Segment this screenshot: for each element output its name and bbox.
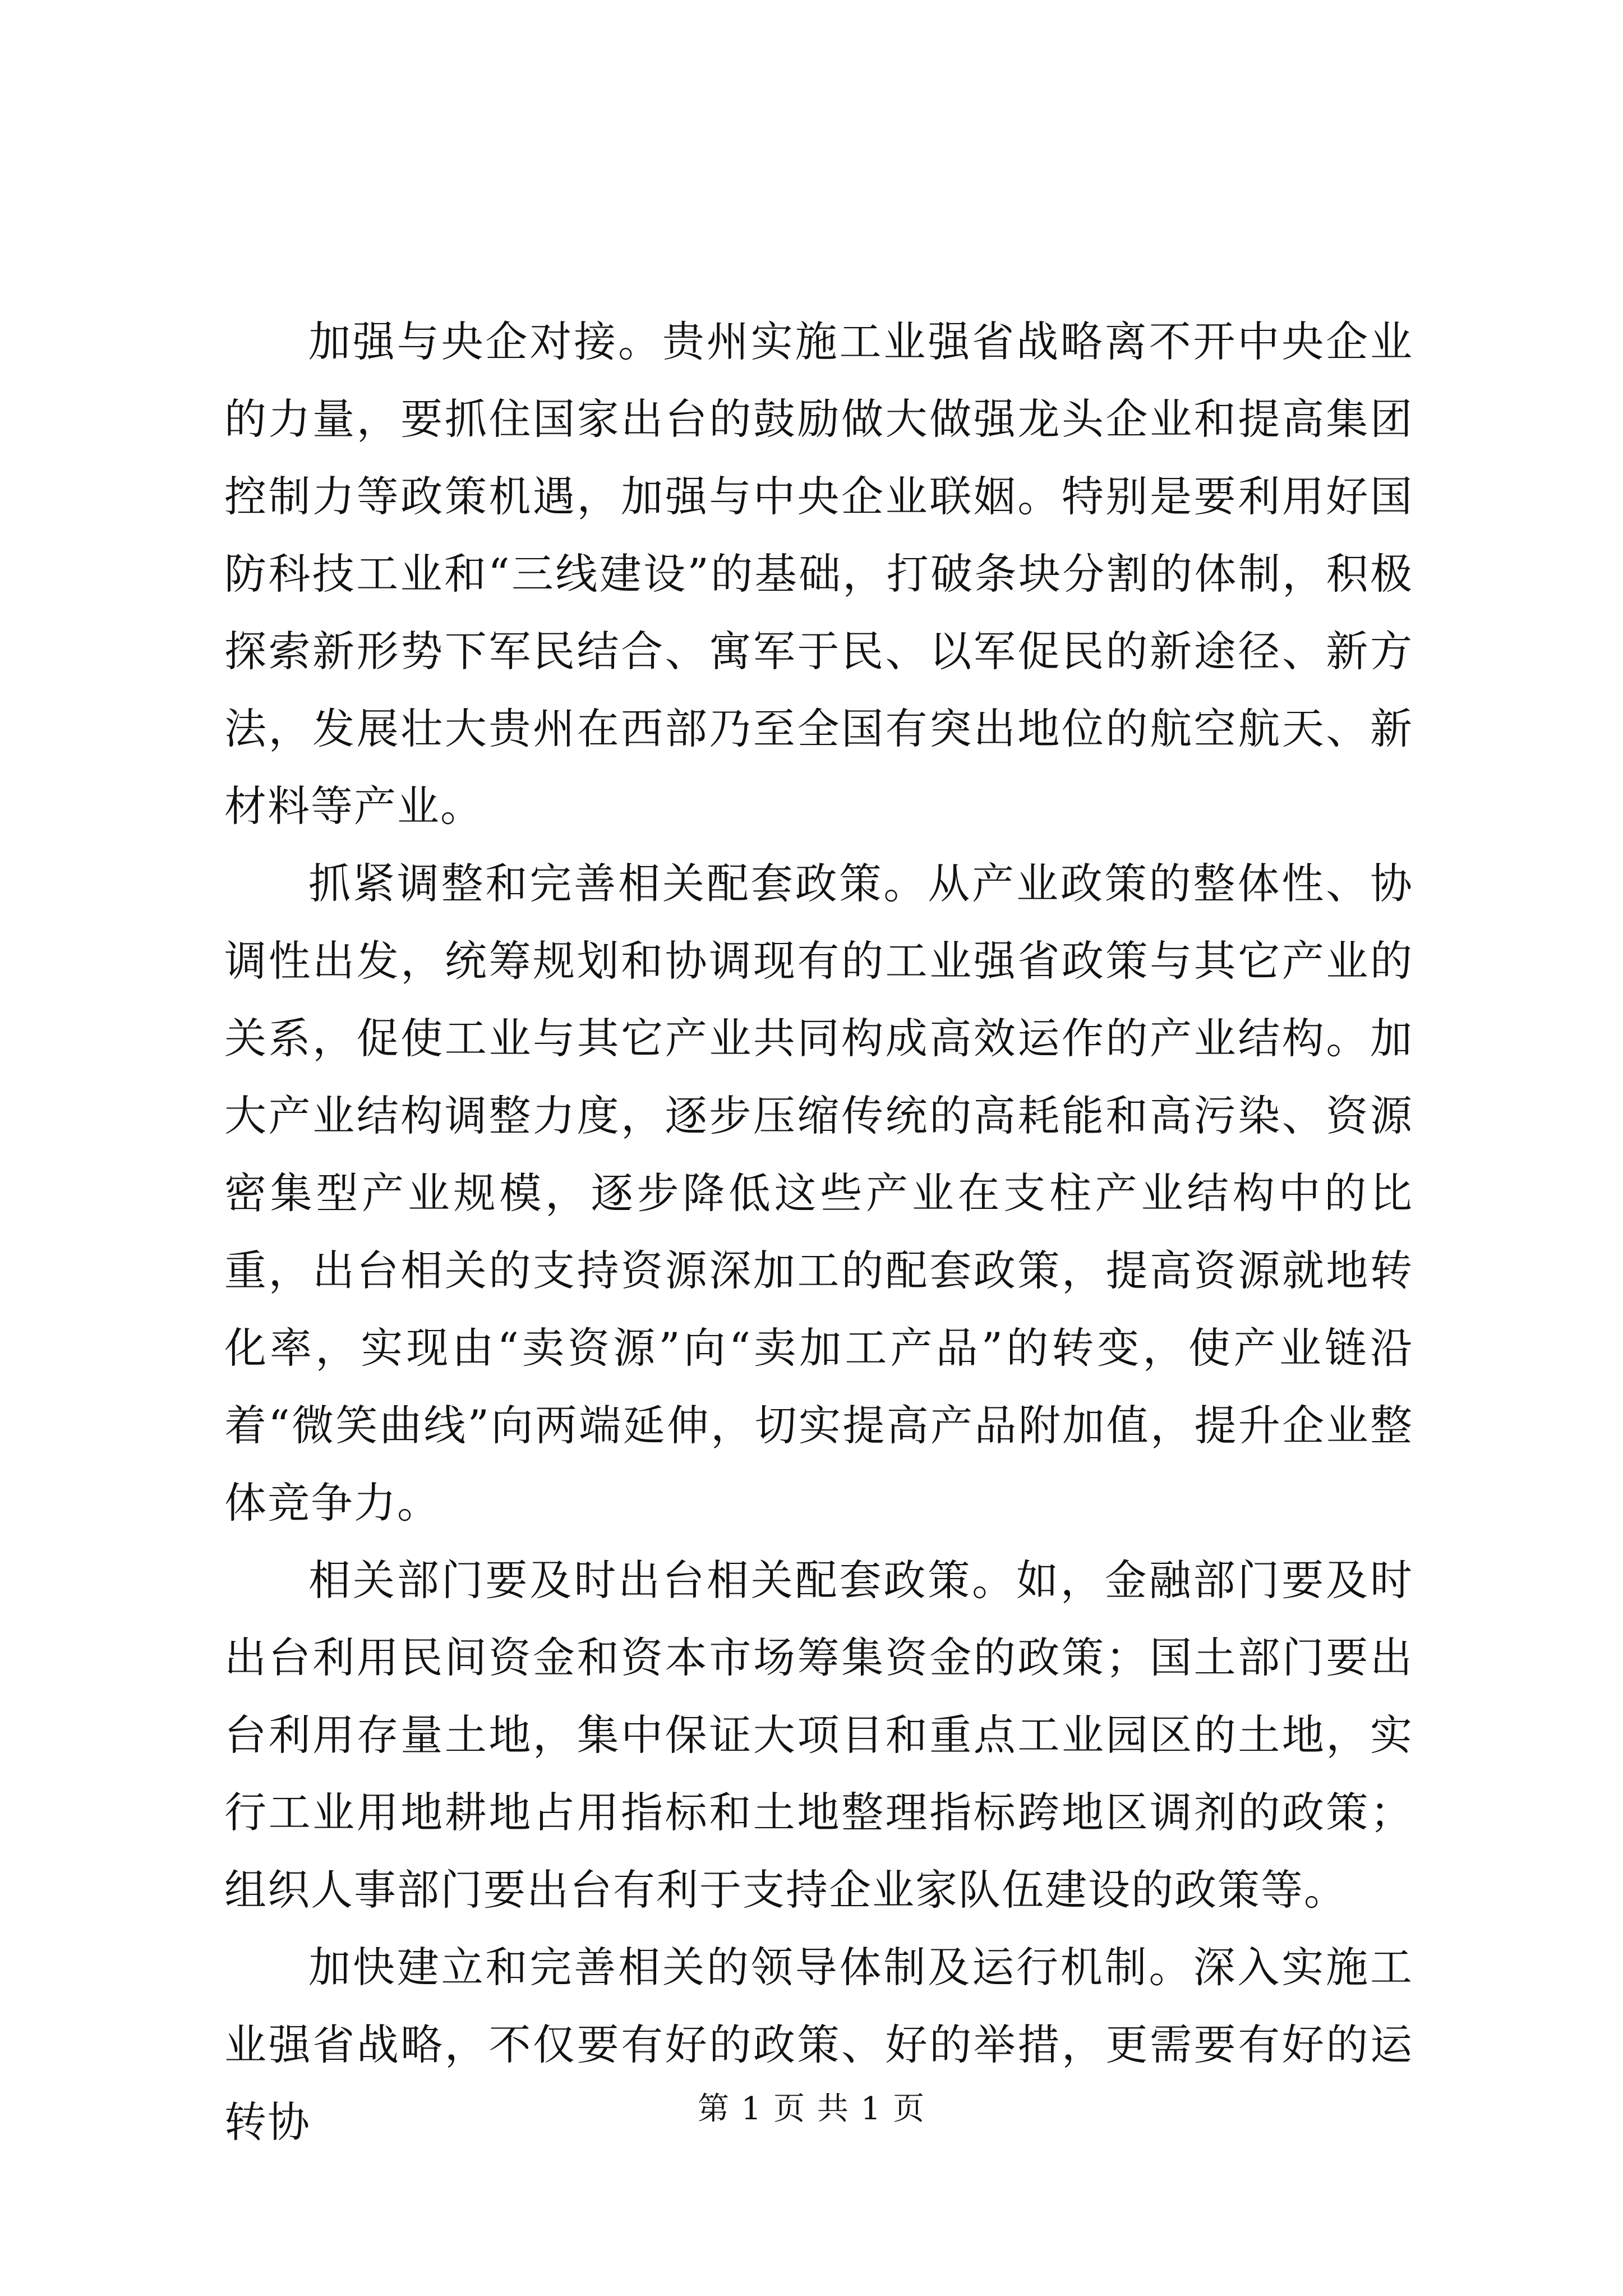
paragraph-department-policies: 相关部门要及时出台相关配套政策。如，金融部门要及时出台利用民间资金和资本市场筹集资金的政策；国土部门要出台利用存量土地，集中保证大项目和重点工业园区的土地，实行工业用地耕地占用指标和土地整理指标跨地区调剂的政策；组织人事部门要出台有利于支持企业家队伍建设的政策等。 [224,1556,1413,1915]
paragraph-leadership-mechanism: 加快建立和完善相关的领导体制及运行机制。深入实施工业强省战略，不仅要有好的政策、好的举措，更需要有好的运转协 [224,1943,1413,2147]
paragraph-central-enterprises: 加强与央企对接。贵州实施工业强省战略离不开中央企业的力量，要抓住国家出台的鼓励做大做强龙头企业和提高集团控制力等政策机遇，加强与中央企业联姻。特别是要利用好国防科技工业和“三线建设”的基础，打破条块分割的体制，积极探索新形势下军民结合、寓军于民、以军促民的新途径、新方法，发展壮大贵州在西部乃至全国有突出地位的航空航天、新材料等产业。 [224,317,1413,831]
page-footer: 第 1 页 共 1 页 [697,2091,926,2127]
paragraph-supporting-policies: 抓紧调整和完善相关配套政策。从产业政策的整体性、协调性出发，统筹规划和协调现有的工业强省政策与其它产业的关系，促使工业与其它产业共同构成高效运作的产业结构。加大产业结构调整力度，逐步压缩传统的高耗能和高污染、资源密集型产业规模，逐步降低这些产业在支柱产业结构中的比重，出台相关的支持资源深加工的配套政策，提高资源就地转化率，实现由“卖资源”向“卖加工产品”的转变，使产业链沿着“微笑曲线”向两端延伸，切实提高产品附加值，提升企业整体竞争力。 [224,859,1413,1527]
document-body [224,303,1413,2161]
